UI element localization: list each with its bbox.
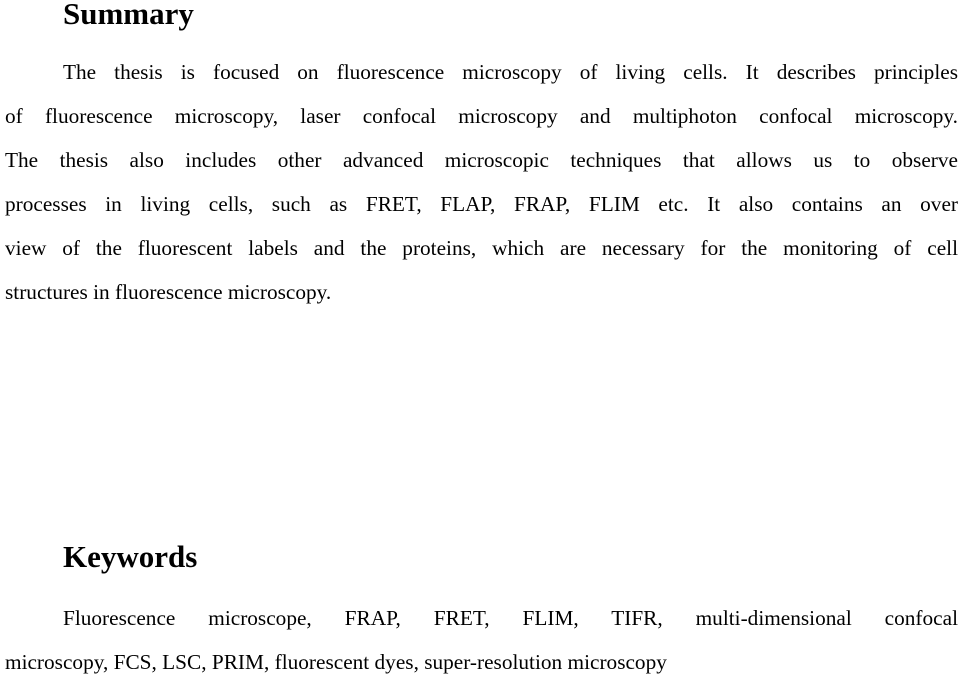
keywords-heading: Keywords bbox=[63, 539, 198, 574]
summary-line: of fluorescence microscopy, laser confocal microscopy and multiphoton confocal microscopy. bbox=[5, 104, 958, 128]
keywords-paragraph bbox=[5, 596, 958, 684]
keywords-line: microscopy, FCS, LSC, PRIM, fluorescent dyes, super-resolution microscopy bbox=[5, 650, 667, 674]
summary-line: processes in living cells, such as FRET, FLAP, FRAP, FLIM etc. It also contains an over bbox=[5, 192, 958, 216]
summary-line: The thesis also includes other advanced microscopic techniques that allows us to observe bbox=[5, 148, 958, 172]
summary-paragraph bbox=[5, 50, 958, 314]
summary-line: The thesis is focused on fluorescence microscopy of living cells. It describes principles bbox=[63, 60, 958, 84]
keywords-line: Fluorescence microscope, FRAP, FRET, FLIM, TIFR, multi-dimensional confocal bbox=[63, 606, 958, 630]
summary-heading: Summary bbox=[63, 0, 194, 31]
summary-line: structures in fluorescence microscopy. bbox=[5, 280, 332, 304]
summary-line: view of the fluorescent labels and the proteins, which are necessary for the monitoring of cell bbox=[5, 236, 958, 260]
